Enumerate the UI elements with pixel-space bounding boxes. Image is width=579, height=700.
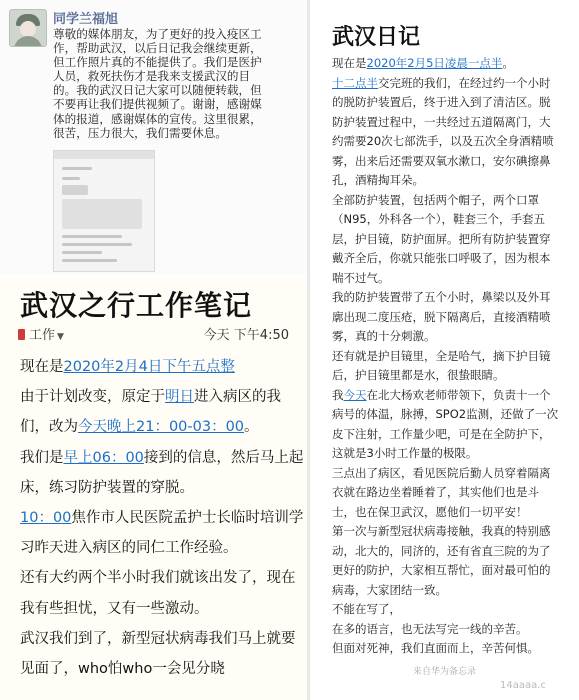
text-segment: 第一次与新型冠状病毒接触，我真的特别感 (332, 524, 551, 538)
text-line (20, 566, 296, 587)
text-segment: 焦作市人民医院孟护士长临时培训学 (71, 510, 304, 526)
notebook-icon (18, 329, 25, 340)
diary-title: 武汉日记 (332, 25, 421, 50)
note-time: 今天 下午4:50 (203, 328, 289, 343)
text-line (332, 153, 551, 169)
date-link[interactable]: 十二点半 (332, 75, 378, 90)
text-line (332, 445, 477, 461)
text-line (20, 657, 225, 678)
diary-panel (310, 0, 579, 700)
text-segment: 现在是 (332, 56, 367, 70)
text-segment: 层，护目镜，防护面屏。把所有防护装置穿 (332, 231, 551, 246)
text-line (332, 94, 551, 110)
text-line (332, 406, 558, 422)
text-segment: 雾，真的十分刺激。 (332, 329, 436, 343)
post-text-line: 很苦，压力很大，我们需要休息。 (53, 125, 227, 140)
work-notes (0, 278, 307, 700)
text-line (332, 192, 539, 208)
text-line (332, 426, 551, 442)
text-segment: 士，也在保卫武汉，愿他们一切平安！ (332, 504, 528, 519)
text-line (332, 55, 514, 71)
text-line (20, 446, 303, 467)
text-segment: 衣就在路边坐着睡着了，其实他们也是斗 (332, 485, 539, 499)
text-segment: 我们是 (20, 449, 64, 466)
text-line (332, 172, 424, 188)
text-line (332, 328, 436, 344)
text-line (332, 270, 390, 286)
text-segment: 由于计划改变，原定于 (20, 389, 165, 406)
chat-screenshot-thumbnail[interactable] (53, 150, 155, 272)
text-segment: （N95，外科各一个），鞋套三个，手套五 (332, 212, 545, 226)
text-segment: 后，护目镜里都是水，很蛰眼睛。 (332, 368, 505, 382)
text-line (20, 536, 238, 557)
text-segment: 不能在写了， (332, 602, 401, 616)
text-segment: 还有大约两个半小时我们就该出发了，现在 (20, 570, 296, 587)
text-line (332, 367, 505, 383)
text-segment: 约需要20次七部洗手，以及五次全身酒精喷 (332, 134, 554, 148)
date-link[interactable]: 今天 (343, 387, 367, 402)
date-link[interactable]: 2020年2月4日下午五点整 (63, 359, 235, 375)
text-segment: 习昨天进入病区的同仁工作经验。 (20, 540, 238, 557)
text-line (332, 504, 528, 520)
text-line (332, 621, 528, 637)
chevron-down-icon: ▼ (57, 332, 64, 342)
text-segment: 武汉我们到了，新型冠状病毒我们马上就要 (20, 630, 296, 647)
date-link[interactable]: 明日 (165, 389, 194, 406)
text-segment: 在多的语言，也无法写完一线的辛苦。 (332, 621, 528, 636)
text-segment: 接到的信息，然后马上起 (143, 449, 304, 466)
post-text-line: 但工作照片真的不能提供了。我们是医护 (53, 55, 262, 70)
text-line (20, 627, 296, 648)
text-line (332, 582, 447, 598)
post-text-line: 体的报道，感谢媒体的宣传。这里很累， (53, 111, 262, 126)
text-line (332, 465, 551, 481)
date-link[interactable]: 早上06：00 (63, 449, 144, 466)
text-segment: 全部防护装置，包括两个帽子，两个口罩 (332, 192, 539, 207)
text-segment: 我有些担忧，又有一些激动。 (20, 600, 209, 617)
text-line (20, 385, 281, 406)
text-segment: 更好的防护，大家相互帮忙，面对最可怕的 (332, 563, 551, 577)
text-segment: 三点出了病区，看见医院后勤人员穿着隔离 (332, 465, 551, 480)
text-segment: 雾，出来后还需要双氧水漱口，安尔碘擦鼻 (332, 153, 551, 168)
text-segment: 的脱防护装置后，终于进入到了清洁区。脱 (332, 95, 551, 109)
category-selector[interactable] (18, 324, 64, 343)
text-line (20, 415, 259, 436)
text-line (332, 387, 551, 403)
text-segment: 病号的体温，脉搏，SPO2监测，还做了一次 (332, 407, 559, 421)
text-segment: 。 (502, 56, 514, 70)
text-line (332, 114, 551, 130)
text-line (332, 231, 551, 247)
text-line (332, 133, 554, 149)
avatar[interactable] (9, 9, 47, 47)
text-segment: 戴齐全后，你就只能张口呼吸了，因为根本 (332, 251, 551, 265)
post-text-line: 人员，救死扶伤才是我来支援武汉的目 (53, 69, 251, 84)
text-segment: 喘不过气。 (332, 270, 390, 285)
text-line (332, 640, 539, 656)
text-line (20, 355, 235, 376)
text-segment: 在北大杨欢老师带领下，负责十一个 (366, 387, 551, 402)
text-line (332, 543, 551, 559)
text-segment: 见面了，who怕who一会见分晓 (20, 661, 225, 677)
text-line (332, 250, 551, 266)
text-line (332, 309, 551, 325)
text-segment: 交完班的我们，在经过约一个小时 (378, 75, 551, 90)
text-segment: 进入病区的我 (194, 389, 281, 406)
poster-name[interactable]: 同学兰福旭 (53, 12, 119, 27)
date-link[interactable]: 今天晚上21：00-03：00 (78, 419, 245, 436)
text-line (332, 601, 401, 617)
watermark: 14aaaa.c (500, 680, 546, 691)
text-segment: 但面对死神，我们直面而上，辛苦何惧。 (332, 641, 539, 655)
post-text-line: 不要再让我们提供视频了。谢谢，感谢媒 (53, 97, 262, 112)
text-line (332, 75, 551, 91)
text-line (20, 597, 209, 618)
text-line (332, 484, 539, 500)
date-link[interactable]: 2020年2月5日凌晨一点半 (366, 56, 503, 70)
category-label: 工作 (29, 328, 56, 343)
post-text-line: 的。我的武汉日记大家可以随便转载，但 (53, 83, 262, 98)
text-segment: 皮下注射，工作量少吧，可是在全防护下， (332, 426, 551, 441)
text-line (332, 523, 551, 539)
text-segment: 还有就是护目镜里，全是哈气，摘下护目镜 (332, 348, 551, 363)
text-segment: 。 (244, 419, 259, 436)
text-line (332, 211, 545, 227)
text-segment: 这就是3小时工作量的极限。 (332, 446, 478, 460)
text-segment: 现在是 (20, 359, 64, 375)
diary-footer: 来自华为备忘录 (412, 667, 476, 677)
post-text (53, 27, 299, 140)
text-line (332, 289, 551, 305)
text-segment: 廓出现二度压疮，脱下隔离后，直接酒精喷 (332, 309, 551, 324)
text-segment: 床，练习防护装置的穿脱。 (20, 479, 194, 496)
text-segment: 我的防护装置带了五个小时，鼻梁以及外耳 (332, 290, 551, 304)
text-line (20, 506, 303, 527)
date-link[interactable]: 10：00 (20, 510, 72, 526)
text-line (20, 476, 194, 497)
text-segment: 孔，酒精掏耳朵。 (332, 173, 424, 187)
post-text-line: 尊敬的媒体朋友，为了更好的投入疫区工 (53, 27, 262, 41)
text-line (332, 562, 551, 578)
text-segment: 们，改为 (20, 419, 78, 436)
text-segment: 防护装置过程中，一共经过五道隔离门，大 (332, 114, 551, 129)
text-line (332, 348, 551, 364)
social-post (0, 0, 307, 275)
text-segment: 我 (332, 387, 344, 402)
notes-title: 武汉之行工作笔记 (20, 289, 253, 322)
text-segment: 动，北大的，同济的，还有省直三院的为了 (332, 543, 551, 558)
text-segment: 病毒，大家团结一致。 (332, 582, 447, 597)
post-text-line: 作，帮助武汉，以后日记我会继续更新， (53, 41, 262, 56)
